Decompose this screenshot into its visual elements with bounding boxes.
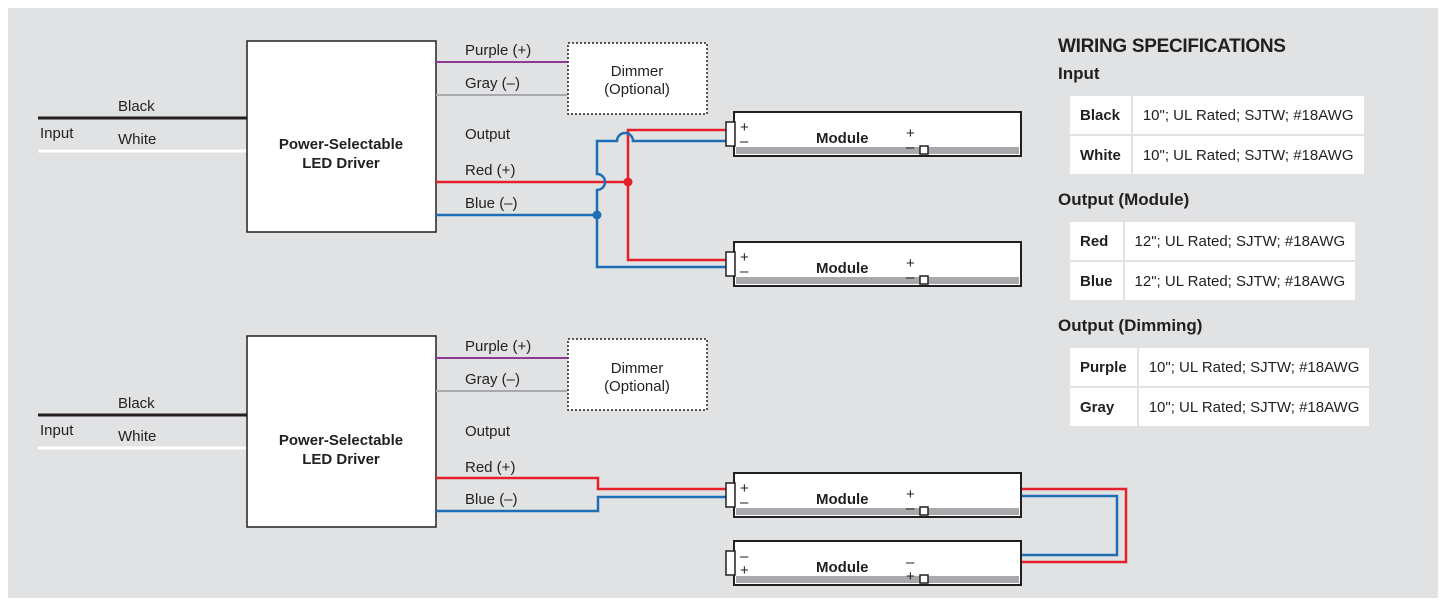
module-plus-terminal: + <box>740 562 749 579</box>
spec-section-heading: Output (Dimming) <box>1058 316 1203 335</box>
module-label: Module <box>816 260 869 277</box>
dimmer-label-line2: (Optional) <box>604 378 670 395</box>
module-minus-terminal: – <box>740 263 749 280</box>
white-wire-label: White <box>118 131 157 148</box>
module-bottom-2 <box>726 541 1021 585</box>
input-label: Input <box>40 125 74 142</box>
spec-wire-detail: 10"; UL Rated; SJTW; #18AWG <box>1138 387 1371 427</box>
module-output-jack-icon <box>920 276 928 284</box>
spec-wire-detail: 12"; UL Rated; SJTW; #18AWG <box>1124 221 1357 261</box>
output-label: Output <box>465 423 511 440</box>
module-bottom-1 <box>726 473 1021 517</box>
module-minus-terminal: – <box>740 133 749 150</box>
module-connector-icon <box>726 483 735 507</box>
blue-junction-dot <box>593 211 602 220</box>
spec-wire-name: Red <box>1069 221 1124 261</box>
spec-wire-name: Blue <box>1069 261 1124 301</box>
module-out-plus: + <box>906 568 915 585</box>
red-wire-label: Red (+) <box>465 162 516 179</box>
spec-wire-detail: 10"; UL Rated; SJTW; #18AWG <box>1132 135 1365 175</box>
diagram-top <box>38 41 1021 286</box>
module-label: Module <box>816 559 869 576</box>
module-connector-icon <box>726 122 735 146</box>
module-output-jack-icon <box>920 575 928 583</box>
blue-wire-label: Blue (–) <box>465 195 518 212</box>
specs-title: WIRING SPECIFICATIONS <box>1058 36 1286 57</box>
module-connector-icon <box>726 252 735 276</box>
spec-section-heading: Input <box>1058 64 1100 83</box>
red-output-wire <box>436 478 727 489</box>
module-top-1 <box>726 112 1021 156</box>
module-output-jack-icon <box>920 507 928 515</box>
input-label: Input <box>40 422 74 439</box>
red-wire-label: Red (+) <box>465 459 516 476</box>
dimmer-label-line1: Dimmer <box>610 360 664 377</box>
spec-section-heading: Output (Module) <box>1058 190 1190 209</box>
module-minus-terminal: – <box>740 548 749 565</box>
wiring-specifications-panel <box>1058 36 1418 428</box>
module-out-minus: – <box>906 500 915 517</box>
module-label: Module <box>816 130 869 147</box>
blue-wire-label: Blue (–) <box>465 491 518 508</box>
table-row <box>1069 221 1356 261</box>
table-row <box>1069 95 1365 135</box>
blue-jumper-wire <box>1021 496 1117 555</box>
output-label: Output <box>465 126 511 143</box>
white-wire-label: White <box>118 428 157 445</box>
gray-wire-label: Gray (–) <box>465 371 521 388</box>
spec-wire-name: Purple <box>1069 347 1138 387</box>
module-minus-terminal: – <box>740 494 749 511</box>
table-row <box>1069 347 1370 387</box>
purple-wire-label: Purple (+) <box>465 338 532 355</box>
module-out-minus: – <box>906 554 915 571</box>
red-junction-dot <box>624 178 633 187</box>
module-label: Module <box>816 491 869 508</box>
module-plus-terminal: + <box>740 480 749 497</box>
spec-wire-name: Gray <box>1069 387 1138 427</box>
black-wire-label: Black <box>118 395 155 412</box>
driver-label-line1: Power-Selectable <box>278 136 404 153</box>
module-out-plus: + <box>906 255 915 272</box>
dimmer-label-line1: Dimmer <box>610 63 664 80</box>
module-plus-terminal: + <box>740 119 749 136</box>
module-connector-icon <box>726 551 735 575</box>
table-row <box>1069 387 1370 427</box>
module-top-2 <box>726 242 1021 286</box>
table-row <box>1069 261 1356 301</box>
module-plus-terminal: + <box>740 249 749 266</box>
driver-label-line2: LED Driver <box>302 155 380 172</box>
module-output-jack-icon <box>920 146 928 154</box>
driver-label-line2: LED Driver <box>302 451 380 468</box>
spec-wire-detail: 10"; UL Rated; SJTW; #18AWG <box>1132 95 1365 135</box>
purple-wire-label: Purple (+) <box>465 42 532 59</box>
driver-label-line1: Power-Selectable <box>278 432 404 449</box>
dimmer-label-line2: (Optional) <box>604 81 670 98</box>
red-jumper-wire <box>1021 489 1126 562</box>
spec-table-output-module <box>1068 220 1357 302</box>
spec-wire-name: Black <box>1069 95 1132 135</box>
spec-wire-detail: 12"; UL Rated; SJTW; #18AWG <box>1124 261 1357 301</box>
black-wire-label: Black <box>118 98 155 115</box>
spec-wire-detail: 10"; UL Rated; SJTW; #18AWG <box>1138 347 1371 387</box>
spec-table-output-dimming <box>1068 346 1371 428</box>
spec-wire-name: White <box>1069 135 1132 175</box>
module-out-plus: + <box>906 486 915 503</box>
spec-table-input <box>1068 94 1366 176</box>
module-out-minus: – <box>906 139 915 156</box>
gray-wire-label: Gray (–) <box>465 75 521 92</box>
module-out-plus: + <box>906 125 915 142</box>
table-row <box>1069 135 1365 175</box>
diagram-bottom <box>38 336 1126 585</box>
module-out-minus: – <box>906 269 915 286</box>
